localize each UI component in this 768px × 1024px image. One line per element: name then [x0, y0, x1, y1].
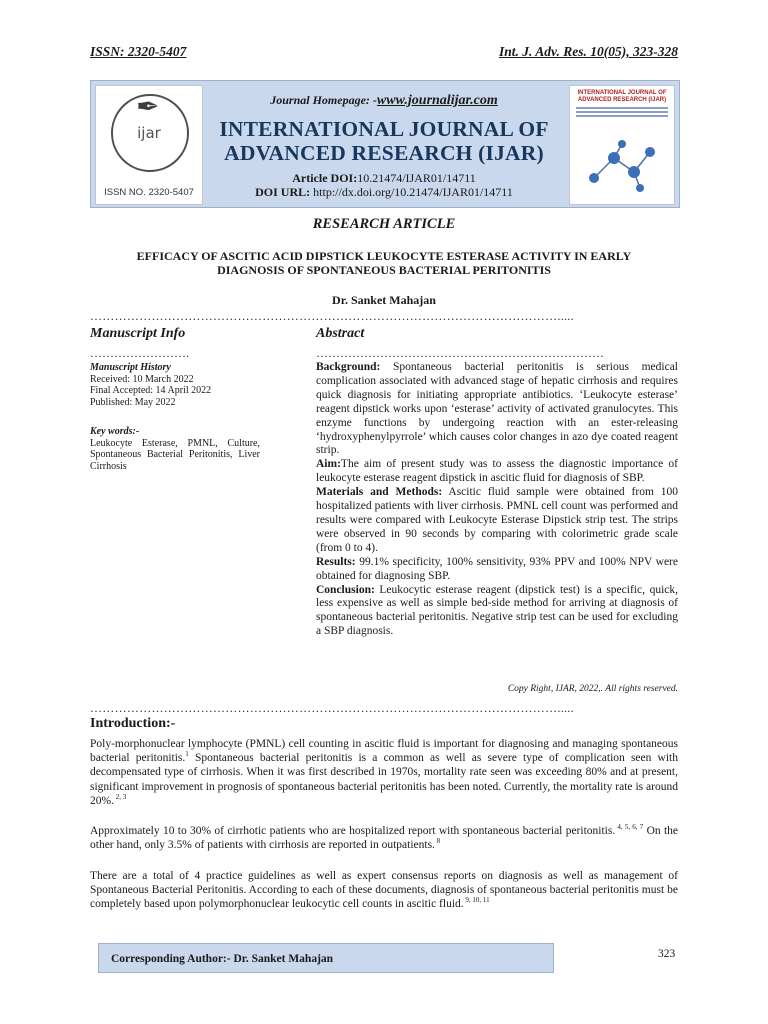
divider-top: ……………………………………………………………………………………………………..... — [90, 309, 574, 323]
homepage-label: Journal Homepage: - — [270, 93, 377, 107]
abstract-background: Background: Spontaneous bacterial peritonitis is serious medical complication associated with advanced stage of hepatic cirrhosis and requires quick diagnosis for initiating appropriate antibiotics. ‘Leukocyte esterase’ reagent dipstick works upon ‘esterase’ activity of activated granulocytes. This enzyme functions by undergoing reaction with an ester-releasing ‘hydroxyphenylpyrrole’ which causes color changes in azo dye coated reagent strip. — [316, 361, 678, 457]
journal-title-line2: ADVANCED RESEARCH (IJAR) — [224, 141, 544, 165]
journal-cover-thumbnail — [569, 85, 675, 205]
logo-issn: ISSN NO. 2320-5407 — [104, 187, 194, 198]
abstract-aim: Aim:The aim of present study was to assess the diagnostic importance of leukocyte esterase reagent dipstick in ascitic fluid for diagnosis of SBP. — [316, 458, 678, 485]
page-number: 323 — [658, 948, 676, 960]
corresponding-author-box: Corresponding Author:- Dr. Sanket Mahajan — [98, 943, 554, 973]
paper-title-line2: DIAGNOSIS OF SPONTANEOUS BACTERIAL PERITONITIS — [217, 263, 551, 277]
doi-block — [207, 171, 561, 199]
divider-right: ……………………………………………………………… — [316, 346, 604, 360]
divider-left: ……………………. — [90, 346, 189, 360]
author-name: Dr. Sanket Mahajan — [332, 293, 436, 307]
doi-url-label: DOI URL: — [255, 185, 311, 199]
keywords-label: Key words:- — [90, 426, 140, 437]
doi-label: Article DOI: — [292, 171, 358, 185]
journal-title-line1: INTERNATIONAL JOURNAL OF — [219, 117, 549, 141]
doi-url-link[interactable]: http://dx.doi.org/10.21474/IJAR01/14711 — [313, 185, 513, 199]
journal-logo — [95, 85, 203, 205]
doi-value: 10.21474/IJAR01/14711 — [357, 171, 476, 185]
running-header — [90, 44, 678, 60]
published-date: Published: May 2022 — [90, 396, 176, 408]
introduction-heading: Introduction:- — [90, 716, 176, 731]
article-type: RESEARCH ARTICLE — [312, 216, 456, 232]
journal-title — [207, 117, 561, 165]
copyright-note: Copy Right, IJAR, 2022,. All rights reserved. — [507, 684, 678, 694]
received-date: Received: 10 March 2022 — [90, 373, 194, 385]
citation-label: Int. J. Adv. Res. 10(05), 323-328 — [499, 44, 678, 59]
issn-label: ISSN: 2320-5407 — [90, 44, 187, 59]
accepted-date: Final Accepted: 14 April 2022 — [90, 385, 212, 396]
journal-banner — [90, 80, 680, 208]
keywords-list: Leukocyte Esterase, PMNL, Culture, Spontaneous Bacterial Peritonitis, Liver Cirrhosis — [90, 437, 260, 472]
banner-center — [207, 93, 561, 199]
intro-paragraph-3: There are a total of 4 practice guidelines as well as expert consensus reports on diagnosis as well as management of Spontaneous Bacterial Peritonitis. According to each of these documents, diagnosis of spontaneous bacterial peritonitis must be completely based upon polymorphonuclear leukocytic cell counts in ascitic fluid. $^{9, 10, 11}$ — [90, 870, 678, 911]
history-label: Manuscript History — [90, 362, 171, 373]
intro-paragraph-1: Poly-morphonuclear lymphocyte (PMNL) cell counting in ascitic fluid is important for diagnosing and managing spontaneous bacterial peritonitis.$^1$ Spontaneous bacterial peritonitis is a common as well as severe type of complication seen with decompensated type of cirrhosis. When it was first described in 1970s, mortality rate seen was exceeding 80% and at present, significant improvement in prognosis of spontaneous bacterial peritonitis has been noted. Currently, the mortality rate is around 20%. $^{2, 3}$ — [90, 738, 678, 807]
abstract-methods: Materials and Methods: Ascitic fluid sample were obtained from 100 hospitalized patients with liver cirrhosis. PMNL cell count was performed and results were compared with Leukocyte Esterase Dipstick strip test. The strips were observed in 90 seconds by comparing with colorimetric grade scale (from 0 to 4). — [316, 486, 679, 554]
abstract-body — [316, 361, 678, 639]
abstract-conclusion: Conclusion: Leukocytic esterase reagent (dipstick test) is a specific, quick, less expensive as well as simple bed-side method for arriving at diagnosis of spontaneous bacterial peritonitis. Negative strip test can be used for excluding a SBP diagnosis. — [316, 583, 678, 638]
paper-title-line1: EFFICACY OF ASCITIC ACID DIPSTICK LEUKOCYTE ESTERASE ACTIVITY IN EARLY — [136, 249, 632, 263]
molecule-icon — [584, 138, 660, 194]
logo-text: ijar — [137, 124, 161, 142]
intro-paragraph-2: Approximately 10 to 30% of cirrhotic patients who are hospitalized report with spontaneous bacterial peritonitis. $^{4, 5, 6, 7}$ On the other hand, only 3.5% of patients with cirrhosis are reported in outpatients. $^8$ — [90, 823, 679, 852]
paper-title — [90, 249, 678, 277]
cover-title: INTERNATIONAL JOURNAL OF ADVANCED RESEARCH (IJAR) — [577, 90, 667, 103]
divider-bottom: ……………………………………………………………………………………………………..... — [90, 701, 574, 715]
homepage-line — [207, 93, 561, 109]
abstract-heading: Abstract — [316, 326, 365, 341]
manuscript-info — [90, 362, 260, 472]
homepage-link[interactable]: www.journalijar.com — [376, 93, 498, 108]
manuscript-info-heading: Manuscript Info — [90, 326, 186, 341]
cover-text-lines — [576, 107, 668, 117]
quill-icon: ✒ — [136, 92, 160, 123]
abstract-results: Results: 99.1% specificity, 100% sensitivity, 93% PPV and 100% NPV were obtained for diagnosing SBP. — [316, 555, 678, 582]
